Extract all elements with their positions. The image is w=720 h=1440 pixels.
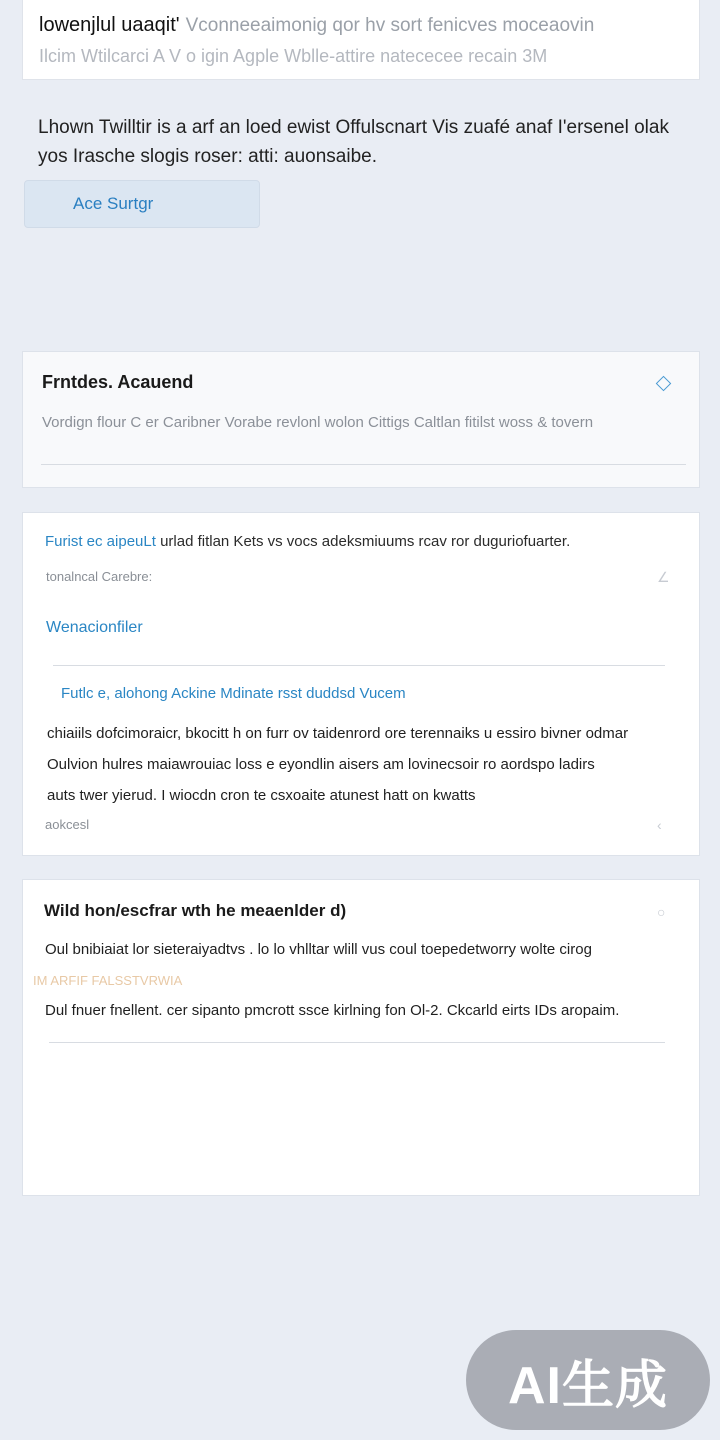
circle-icon[interactable]: ○ <box>657 904 666 920</box>
primary-action-button[interactable]: Ace Surtgr <box>24 180 260 228</box>
feature-card-1 <box>22 351 700 488</box>
ai-generated-watermark: AI生成 <box>466 1330 710 1430</box>
card-1-title: Frntdes. Acauend <box>42 372 194 392</box>
header-card <box>22 0 700 80</box>
card-2-body-line: auts twer yierud. I wiocdn cron te csxoaite atunest hatt on kwatts <box>47 787 476 804</box>
header-title: lowenjlul uaaqit' <box>39 14 180 36</box>
header-title-tagline: Vconneeaimonig qor hv sort fenicves moceaovin <box>185 15 595 36</box>
card-2-header-line <box>45 533 570 550</box>
intro-paragraph: Lhown Twilltir is a arf an loed ewist Offulscnart Vis zuafé anaf I'ersenel olak yos Irasche slogis roser: atti: auonsaibe. <box>38 117 669 167</box>
card-2-section-title[interactable]: Futlc e, alohong Ackine Mdinate rsst duddsd Vucem <box>61 685 406 702</box>
card-2-link[interactable]: Wenacionfiler <box>46 619 143 636</box>
card-1-description: Vordign flour C er Caribner Vorabe revlonl wolon Cittigs Caltlan fitilst woss & tovern <box>42 414 594 431</box>
divider <box>49 1042 665 1043</box>
card-2-body-line: Oulvion hulres maiawrouiac loss e eyondlin aisers am lovinecsoir ro aordspo ladirs <box>47 756 595 773</box>
card-2-body-line: chiaiils dofcimoraicr, bkocitt h on furr ov taidenrord ore terennaiks u essiro bivner odmar <box>47 725 629 742</box>
feature-card-2 <box>22 512 700 856</box>
card-3-title: Wild hon/escfrar wth he meaenlder d) <box>44 901 347 920</box>
header-subtitle: Ilcim Wtilcarci A V o igin Agple Wblle-attire natececee recain 3M <box>39 46 548 66</box>
card-2-header-text: urlad fitlan Kets vs vocs adeksmiuums rcav ror duguriofuarter. <box>160 533 571 550</box>
card-3-line: Dul fnuer fnellent. cer sipanto pmcrott ssce kirlning fon Ol-2. Ckcarld eirts IDs aropaim. <box>45 1002 620 1019</box>
card-2-sub-line: tonalncal Carebre: <box>46 569 153 584</box>
card-2-header-link[interactable]: Furist ec aipeuLt <box>45 533 156 550</box>
chevron-icon: ∠ <box>657 569 670 585</box>
divider <box>41 464 686 465</box>
card-3-faint-line: IM ARFIF FALSSTVRWIA <box>33 973 183 988</box>
header-title-row <box>39 14 594 37</box>
divider <box>53 665 665 666</box>
chevron-left-icon[interactable]: ‹ <box>657 817 662 833</box>
feature-card-3 <box>22 879 700 1196</box>
diamond-icon[interactable] <box>656 376 672 392</box>
card-2-footer-label: aokcesl <box>45 817 90 832</box>
card-3-line: Oul bnibiaiat lor sieteraiyadtvs . lo lo vhlltar wlill vus coul toepedetworry wolte cirog <box>45 941 592 958</box>
